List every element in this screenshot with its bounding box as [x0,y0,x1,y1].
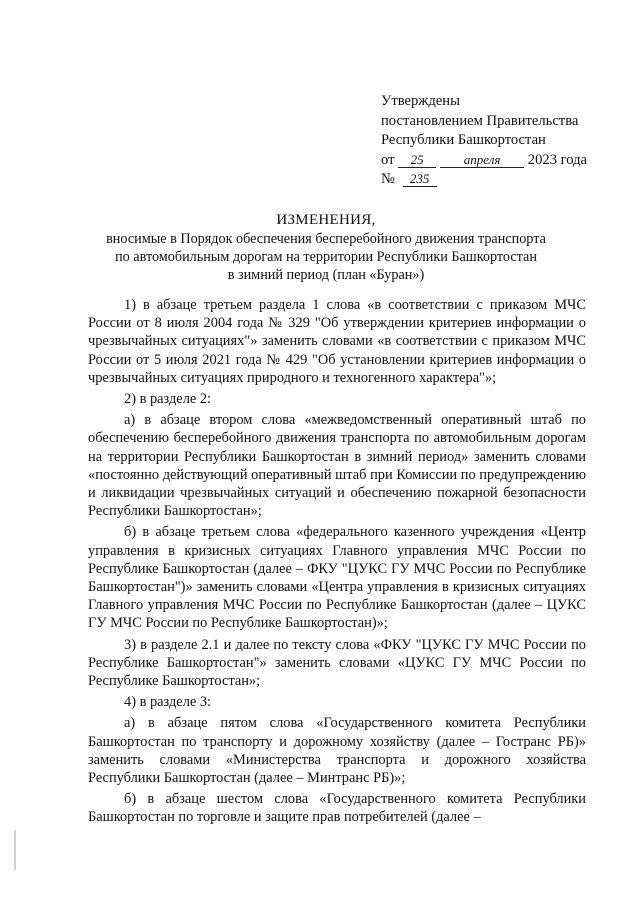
paragraph-item-1: 1) в абзаце третьем раздела 1 слова «в соответствии с приказом МЧС России от 8 июля 2004 года № 329 "Об утверждении критериев информации о чрезвычайных ситуациях"» заменить словами «в соответствии с приказом МЧС России от 5 июля 2021 года № 429 "Об установлении критериев информации о чрезвычайных ситуациях природного и техногенного характера"»; [88,297,586,386]
approval-block [381,92,587,190]
approval-line-2: постановлением Правительства [381,112,579,129]
paragraph-item-3: 3) в разделе 2.1 и далее по тексту слова «ФКУ "ЦУКС ГУ МЧС России по Республике Башкортостан"» заменить словами «ЦУКС ГУ МЧС России по Республике Башкортостан»; [88,636,586,690]
approval-line-3: Республики Башкортостан [381,132,546,148]
paragraph-item-4: 4) в разделе 3: [124,694,212,711]
approval-number-line [381,170,587,190]
number-prefix: № [381,171,395,187]
paragraph-item-2b: б) в абзаце третьем слова «федерального казенного учреждения «Центр управления в кризисных ситуациях Главного управления МЧС России по Республике Башкортостан (далее – ФКУ "ЦУКС ГУ МЧС России по Республике Башкортостан")» заменить словами «Центра управления в кризисных ситуациях Главного управления МЧС России по Республике Башкортостан (далее – ЦУКС ГУ МЧС России по Республике Башкортостан)»; [88,524,586,632]
document-title: ИЗМЕНЕНИЯ, [276,212,376,228]
heading-subtitle-line-1: вносимые в Порядок обеспечения бесперебойного движения транспорта [106,231,546,247]
heading-subtitle-line-2: по автомобильным дорогам на территории Республики Башкортостан [115,249,537,265]
paragraph-item-4b: б) в абзаце шестом слова «Государственного комитета Республики Башкортостан по торговле и защите прав потребителей (далее – [88,791,586,826]
approval-line-1: Утверждены [381,93,460,109]
document-body [88,296,586,830]
date-day: 25 [398,153,436,168]
document-heading [86,211,566,284]
date-prefix: от [381,151,395,168]
number-value: 235 [403,172,437,187]
scan-margin-mark [14,830,16,870]
paragraph-item-4a: а) в абзаце пятом слова «Государственного комитета Республики Башкортостан по транспорту и дорожному хозяйству (далее – Гостранс РБ)» заменить словами «Министерства транспорта и дорожного хозяйства Республики Башкортостан (далее – Минтранс РБ)»; [88,715,586,787]
date-month: апреля [440,153,524,168]
paragraph-item-2: 2) в разделе 2: [124,391,212,408]
approval-date-line [381,151,587,171]
date-year: 2023 года [527,151,588,168]
heading-subtitle-line-3: в зимний период (план «Буран») [227,267,425,283]
paragraph-item-2a: а) в абзаце втором слова «межведомственный оперативный штаб по обеспечению бесперебойного движения транспорта по автомобильным дорогам на территории Республики Башкортостан в зимний период» заменить словами «постоянно действующий оперативный штаб при Комиссии по предупреждению и ликвидации чрезвычайных ситуаций и обеспечению пожарной безопасности Республики Башкортостан»; [88,412,586,520]
